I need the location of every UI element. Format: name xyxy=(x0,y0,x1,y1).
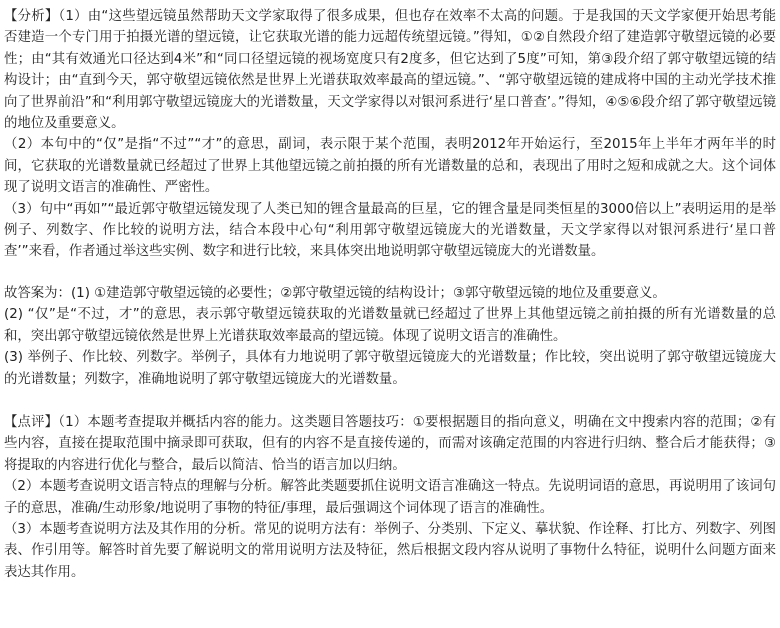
answer-paragraph-2: (2) “仅”是“不过，才”的意思，表示郭守敬望远镜获取的光谱数量就已经超过了世界上其他望远镜之前拍摄的所有光谱数量的总和，突出郭守敬望远镜依然是世界上光谱获取效率最高的望远镜。体现了说明文语言的准确性。 xyxy=(4,307,776,344)
analysis-section xyxy=(4,6,776,263)
comment-paragraph-3: （3）本题考查说明方法及其作用的分析。常见的说明方法有：举例子、分类别、下定义、摹状貌、作诠释、打比方、列数字、列图表、作引用等。解答时首先要了解说明文的常用说明方法及特征，然后根据文段内容从说明了事物什么特征，说明什么问题方面来表达其作用。 xyxy=(4,521,776,580)
answer-paragraph-3: (3) 举例子、作比较、列数字。举例子，具体有力地说明了郭守敬望远镜庞大的光谱数量；作比较，突出说明了郭守敬望远镜庞大的光谱数量；列数字，准确地说明了郭守敬望远镜庞大的光谱数量。 xyxy=(4,350,776,387)
analysis-paragraph-3: （3）句中“再如”“最近郭守敬望远镜发现了人类已知的锂含量最高的巨星，它的锂含量是同类恒星的3000倍以上”表明运用的是举例子、列数字、作比较的说明方法，结合本段中心句“利用郭守敬望远镜庞大的光谱数量，天文学家得以对银河系进行‘星口普查’”来看，作者通过举这些实例、数字和进行比较，来具体突出地说明郭守敬望远镜庞大的光谱数量。 xyxy=(4,201,776,260)
comment-section xyxy=(4,412,776,583)
analysis-paragraph-2: （2）本句中的“仅”是指“不过”“才”的意思，副词，表示限于某个范围，表明2012年开始运行，至2015年上半年才两年半的时间，它获取的光谱数量就已经超过了世界上其他望远镜之前拍摄的所有光谱数量的总和，表现出了用时之短和成就之大。这个词体现了说明文语言的准确性、严密性。 xyxy=(4,137,776,196)
answer-paragraph-1: 故答案为：(1) ①建造郭守敬望远镜的必要性；②郭守敬望远镜的结构设计；③郭守敬望远镜的地位及重要意义。 xyxy=(4,285,666,301)
comment-paragraph-2: （2）本题考查说明文语言特点的理解与分析。解答此类题要抓住说明文语言准确这一特点。先说明词语的意思，再说明用了该词句子的意思，准确/生动形象/地说明了事物的特征/事理，最后强调这个词体现了语言的准确性。 xyxy=(4,479,776,516)
analysis-paragraph-1: 【分析】（1）由“这些望远镜虽然帮助天文学家取得了很多成果，但也存在效率不太高的问题。于是我国的天文学家便开始思考能否建造一个专门用于拍摄光谱的望远镜，让它获取光谱的能力远超传统望远镜。”得知，①②自然段介绍了建造郭守敬望远镜的必要性；由“其有效通光口径达到4米”和“同口径望远镜的视场宽度只有2度多，但它达到了5度”可知，第③段介绍了郭守敬望远镜的结构设计；由“直到今天，郭守敬望远镜依然是世界上光谱获取效率最高的望远镜。”、“郭守敬望远镜的建成将中国的主动光学技术推向了世界前沿”和“利用郭守敬望远镜庞大的光谱数量，天文学家得以对银河系进行‘星口普查’。”得知，④⑤⑥段介绍了郭守敬望远镜的地位及重要意义。 xyxy=(4,9,776,132)
answer-section xyxy=(4,283,776,390)
comment-paragraph-1: 【点评】（1）本题考查提取并概括内容的能力。这类题目答题技巧：①要根据题目的指向意义，明确在文中搜索内容的范围；②有些内容，直接在提取范围中摘录即可获取，但有的内容不是直接传递的，而需对该确定范围的内容进行归纳、整合后才能获得；③将提取的内容进行优化与整合，最后以简洁、恰当的语言加以归纳。 xyxy=(4,414,776,473)
